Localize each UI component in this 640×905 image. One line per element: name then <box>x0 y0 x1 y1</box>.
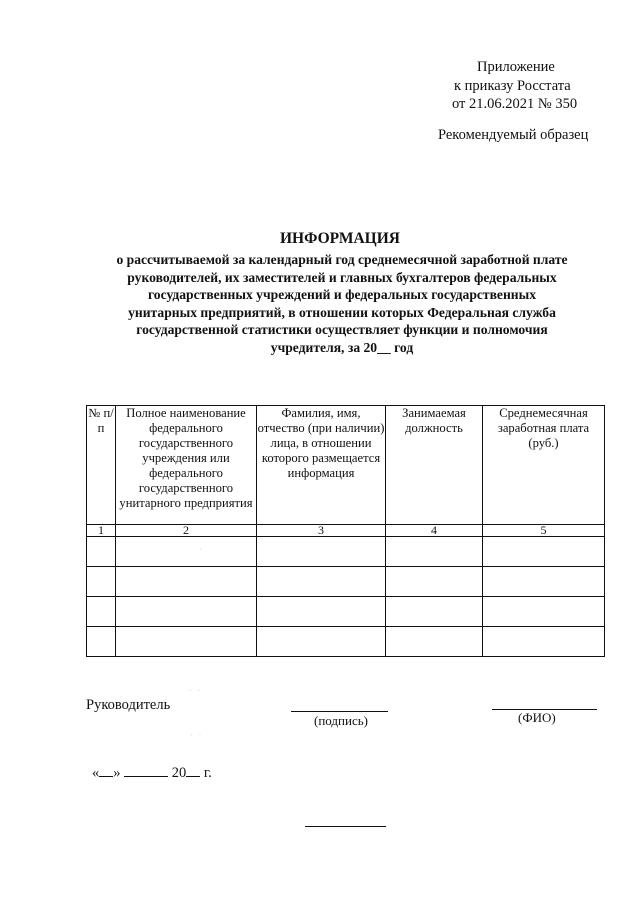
table-row <box>87 567 605 597</box>
date-line <box>92 764 212 782</box>
info-table <box>86 405 605 657</box>
annex-line-3: от 21.06.2021 № 350 <box>452 96 578 112</box>
table-cell[interactable] <box>483 567 605 597</box>
header-number: № п/п <box>87 406 116 525</box>
table-row <box>87 627 605 657</box>
table-cell[interactable] <box>257 597 386 627</box>
column-number: 4 <box>386 525 483 537</box>
year-blank[interactable] <box>186 764 200 777</box>
document-subtitle <box>72 251 612 357</box>
bottom-rule <box>305 826 386 827</box>
year-prefix: 20 <box>171 765 187 781</box>
table-cell[interactable] <box>87 597 116 627</box>
scan-speckle: · · <box>190 731 204 740</box>
column-number: 3 <box>257 525 386 537</box>
header-full-name: Фамилия, имя, отчество (при наличии) лица, в отношении которого размещается информация <box>257 406 386 525</box>
table-cell[interactable] <box>483 537 605 567</box>
table-cell[interactable] <box>116 567 257 597</box>
subtitle-line: унитарных предприятий, в отношении которых Федеральная служба <box>128 304 556 320</box>
table-row <box>87 537 605 567</box>
table-cell[interactable] <box>386 567 483 597</box>
annex-line-1: Приложение <box>477 59 555 75</box>
subtitle-line: государственной статистики осуществляет функции и полномочия <box>136 322 548 338</box>
month-blank[interactable] <box>124 764 168 777</box>
table-cell[interactable] <box>483 627 605 657</box>
table-cell[interactable] <box>116 537 257 567</box>
column-number-row <box>87 525 605 537</box>
annex-block <box>452 58 577 114</box>
signature-caption: (подпись) <box>314 713 368 728</box>
table-row <box>87 597 605 627</box>
table-cell[interactable] <box>386 597 483 627</box>
scan-speckle: · <box>199 545 204 554</box>
table-cell[interactable] <box>386 627 483 657</box>
table-cell[interactable] <box>116 597 257 627</box>
table-cell[interactable] <box>257 537 386 567</box>
table-cell[interactable] <box>257 567 386 597</box>
year-suffix: г. <box>203 765 212 781</box>
column-number: 1 <box>87 525 116 537</box>
column-number: 5 <box>483 525 605 537</box>
subtitle-line: учредителя, за 20__ год <box>270 339 414 355</box>
table-cell[interactable] <box>386 537 483 567</box>
annex-line-2: к приказу Росстата <box>454 77 571 94</box>
table-cell[interactable] <box>87 627 116 657</box>
close-quote: » <box>113 765 121 781</box>
day-blank[interactable] <box>99 764 113 777</box>
header-organization: Полное наименование федерального государственного учреждения или федерального государственного унитарного предприятия <box>116 406 257 525</box>
table-cell[interactable] <box>116 627 257 657</box>
name-caption: (ФИО) <box>518 710 556 725</box>
subtitle-line: о рассчитываемой за календарный год среднемесячной заработной плате <box>116 252 568 267</box>
subtitle-line: государственных учреждений и федеральных государственных <box>147 287 537 303</box>
table-cell[interactable] <box>87 567 116 597</box>
column-number: 2 <box>116 525 257 537</box>
signature-line[interactable] <box>291 711 388 712</box>
sample-note: Рекомендуемый образец <box>438 127 589 143</box>
scan-speckle: · · <box>189 686 203 695</box>
table-header-row <box>87 406 605 525</box>
signatory-label: Руководитель <box>86 697 171 713</box>
header-salary: Среднемесячная заработная плата (руб.) <box>483 406 605 525</box>
table-cell[interactable] <box>483 597 605 627</box>
header-position: Занимаемая должность <box>386 406 483 525</box>
document-title: ИНФОРМАЦИЯ <box>280 230 400 247</box>
subtitle-line: руководителей, их заместителей и главных бухгалтеров федеральных <box>127 269 557 285</box>
table-cell[interactable] <box>87 537 116 567</box>
open-quote: « <box>92 765 100 781</box>
table-cell[interactable] <box>257 627 386 657</box>
